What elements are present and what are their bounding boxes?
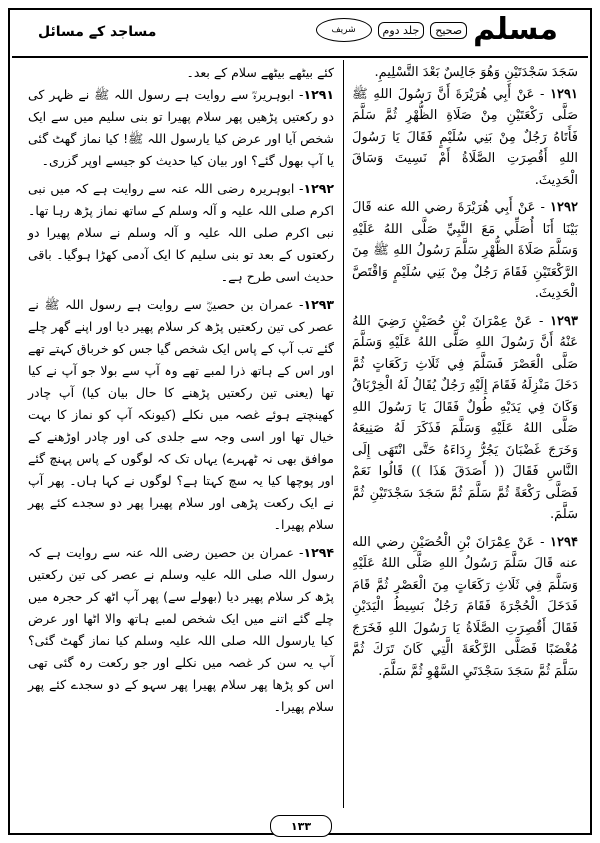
- urdu-continuation: کئے بیٹھے بیٹھے سلام کے بعد۔: [186, 65, 334, 80]
- arabic-continuation: سَجَدَ سَجْدَتَيْنِ وَهُوَ جَالِسٌ بَعْدَ التَّسْلِيمِ.: [374, 65, 578, 80]
- page-header: [12, 12, 588, 56]
- column-divider: [343, 60, 344, 808]
- header-divider: [12, 56, 588, 58]
- arabic-hadith-1292: ۱۲۹۲ - عَنْ أَبِي هُرَيْرَةَ رضي الله عنه قَالَ بَيْنَا أَنَا أُصَلِّي مَعَ النَّبِيِّ صَلَّى اللهُ عَلَيْهِ وَسَلَّمَ صَلَاةَ الظُّهْرِ سَلَّمَ رَسُولُ اللهِ ﷺ مِنَ الرَّكْعَتَيْنِ فَقَامَ رَجُلٌ مِنْ بَنِي سُلَيْمٍ وَاقْتَصَّ الْحَدِيثَ.: [352, 200, 578, 301]
- emblem-icon: شریف: [316, 18, 372, 42]
- title-mark: صحیح: [430, 22, 467, 39]
- urdu-hadith-1293: ۱۲۹۳- عمران بن حصینؓ سے روایت ہے رسول اللہ ﷺ نے عصر کی تین رکعتیں پڑھ کر سلام پھیر دیا اور اپنے گھر چلے گئے تب آپ کے پاس ایک شخص گیا جس کو خرباق کہتے تھے اور اس کے ہاتھ ذرا لمبے تھے وہ آپ سے بولا جو آپ نے کیا تھا (یعنی تین رکعتیں پڑھنے کا حال بیان کیا) آپ چادر کھینچتے ہوئے غصہ میں نکلے (کیونکہ آپ کو نماز کا بہت خیال تھا اور اسی وجہ سے جلدی کی اور چادر اوڑھنے کے موافق بھی نہ ٹھہرے) یہاں تک کہ لوگوں کے پاس پہنچ گئے اور پوچھا کیا یہ سچ کہتا ہے؟ لوگوں نے کہا ہاں۔ پھر آپ نے ایک رکعت پڑھی اور سلام پھیرا پھر دو سجدے کئے پھر سلام پھیرا۔: [28, 297, 334, 532]
- volume-badge: جلد دوم: [378, 22, 425, 39]
- section-title: مساجد کے مسائل: [38, 24, 157, 40]
- arabic-hadith-1291: ۱۲۹۱ - عَنْ أَبِي هُرَيْرَةَ أَنَّ رَسُولَ اللهِ ﷺ صَلَّى رَكْعَتَيْنِ مِنْ صَلَاةِ الظُّهْرِ ثُمَّ سَلَّمَ فَأَتَاهُ رَجُلٌ مِنْ بَنِي سُلَيْمٍ فَقَالَ يَا رَسُولَ اللهِ أَقُصِرَتِ الصَّلَاةُ أَمْ نَسِيتَ وَسَاقَ الْحَدِيثَ.: [352, 86, 578, 188]
- page-number: ۱۳۳: [270, 815, 332, 837]
- arabic-column: [352, 62, 578, 688]
- book-title: مسلم: [473, 12, 558, 47]
- urdu-hadith-1294: ۱۲۹۴- عمران بن حصین رضی اللہ عنہ سے روایت ہے کہ رسول اللہ صلی اللہ علیہ وسلم نے عصر کی تین رکعتیں پڑھ کر سلام پھیر دیا (بھولے سے) پھر آپ اٹھ کر حجرہ میں چلے گئے اتنے میں ایک شخص لمبے ہاتھ والا اٹھا اور عرض کیا یارسول اللہ صلی اللہ علیہ وسلم کیا نماز گھٹ گئی؟ آپ یہ سن کر غصہ میں نکلے اور جو رکعت رہ گئی تھی اس کو پڑھا پھر سلام پھیرا پھر سہو کے دو سجدے کئے پھر سلام پھیرا۔: [28, 545, 334, 714]
- urdu-column: [28, 62, 334, 724]
- urdu-hadith-1292: ۱۲۹۲- ابوہریرہ رضی اللہ عنہ سے روایت ہے کہ میں نبی اکرم صلی اللہ علیہ و آلہ وسلم کے ساتھ نماز پڑھ رہا تھا۔ نبی اکرم صلی اللہ علیہ و آلہ وسلم نے سلام پھیرا دو رکعتوں کے بعد تو بنی سلیم کا ایک آدمی کھڑا ہوگیا۔ باقی حدیث اسی طرح ہے۔: [28, 181, 334, 284]
- arabic-hadith-1293: ۱۲۹۳ - عَنْ عِمْرَانَ بْنِ حُصَيْنٍ رَضِيَ اللهُ عَنْهُ أَنَّ رَسُولَ اللهِ صَلَّى اللهُ عَلَيْهِ وَسَلَّمَ صَلَّى الْعَصْرَ فَسَلَّمَ فِي ثَلَاثِ رَكَعَاتٍ ثُمَّ دَخَلَ مَنْزِلَهُ فَقَامَ إِلَيْهِ رَجُلٌ يُقَالُ لَهُ الْخِرْبَاقُ وَكَانَ فِي يَدَيْهِ طُولٌ فَقَالَ يَا رَسُولَ اللهِ صَلَّى اللهُ عَلَيْهِ وَسَلَّمَ فَذَكَرَ لَهُ صَنِيعَهُ وَخَرَجَ غَضْبَانَ يَجُرُّ رِدَاءَهُ حَتَّى انْتَهَى إِلَى النَّاسِ فَقَالَ (( أَصَدَقَ هَذَا )) قَالُوا نَعَمْ فَصَلَّى رَكْعَةً ثُمَّ سَلَّمَ ثُمَّ سَجَدَ سَجْدَتَيْنِ ثُمَّ سَلَّمَ.: [352, 313, 578, 522]
- urdu-hadith-1291: ۱۲۹۱- ابوہریرہؓ سے روایت ہے رسول اللہ ﷺ نے ظہر کی دو رکعتیں پڑھیں پھر سلام پھیرا تو بنی سلیم میں سے ایک شخص آیا اور عرض کیا یارسول اللہ ﷺ! کیا نماز گھٹ گئی یا آپ بھول گئے؟ اور بیان کیا حدیث کو جیسے اوپر گزری۔: [28, 87, 334, 168]
- book-title-box: [316, 14, 558, 46]
- arabic-hadith-1294: ۱۲۹۴ - عَنْ عِمْرَانَ بْنِ الْحُصَيْنِ رضي الله عنه قَالَ سَلَّمَ رَسُولُ اللهِ صَلَّى اللهُ عَلَيْهِ وَسَلَّمَ فِي ثَلَاثِ رَكَعَاتٍ مِنَ الْعَصْرِ ثُمَّ قَامَ فَدَخَلَ الْحُجْرَةَ فَقَامَ رَجُلٌ بَسِيطُ الْيَدَيْنِ فَقَالَ أَقُصِرَتِ الصَّلَاةُ يَا رَسُولَ اللهِ فَخَرَجَ مُغْضَبًا فَصَلَّى الرَّكْعَةَ الَّتِي كَانَ تَرَكَ ثُمَّ سَلَّمَ ثُمَّ سَجَدَ سَجْدَتَيِ السَّهْوِ ثُمَّ سَلَّمَ.: [352, 534, 578, 679]
